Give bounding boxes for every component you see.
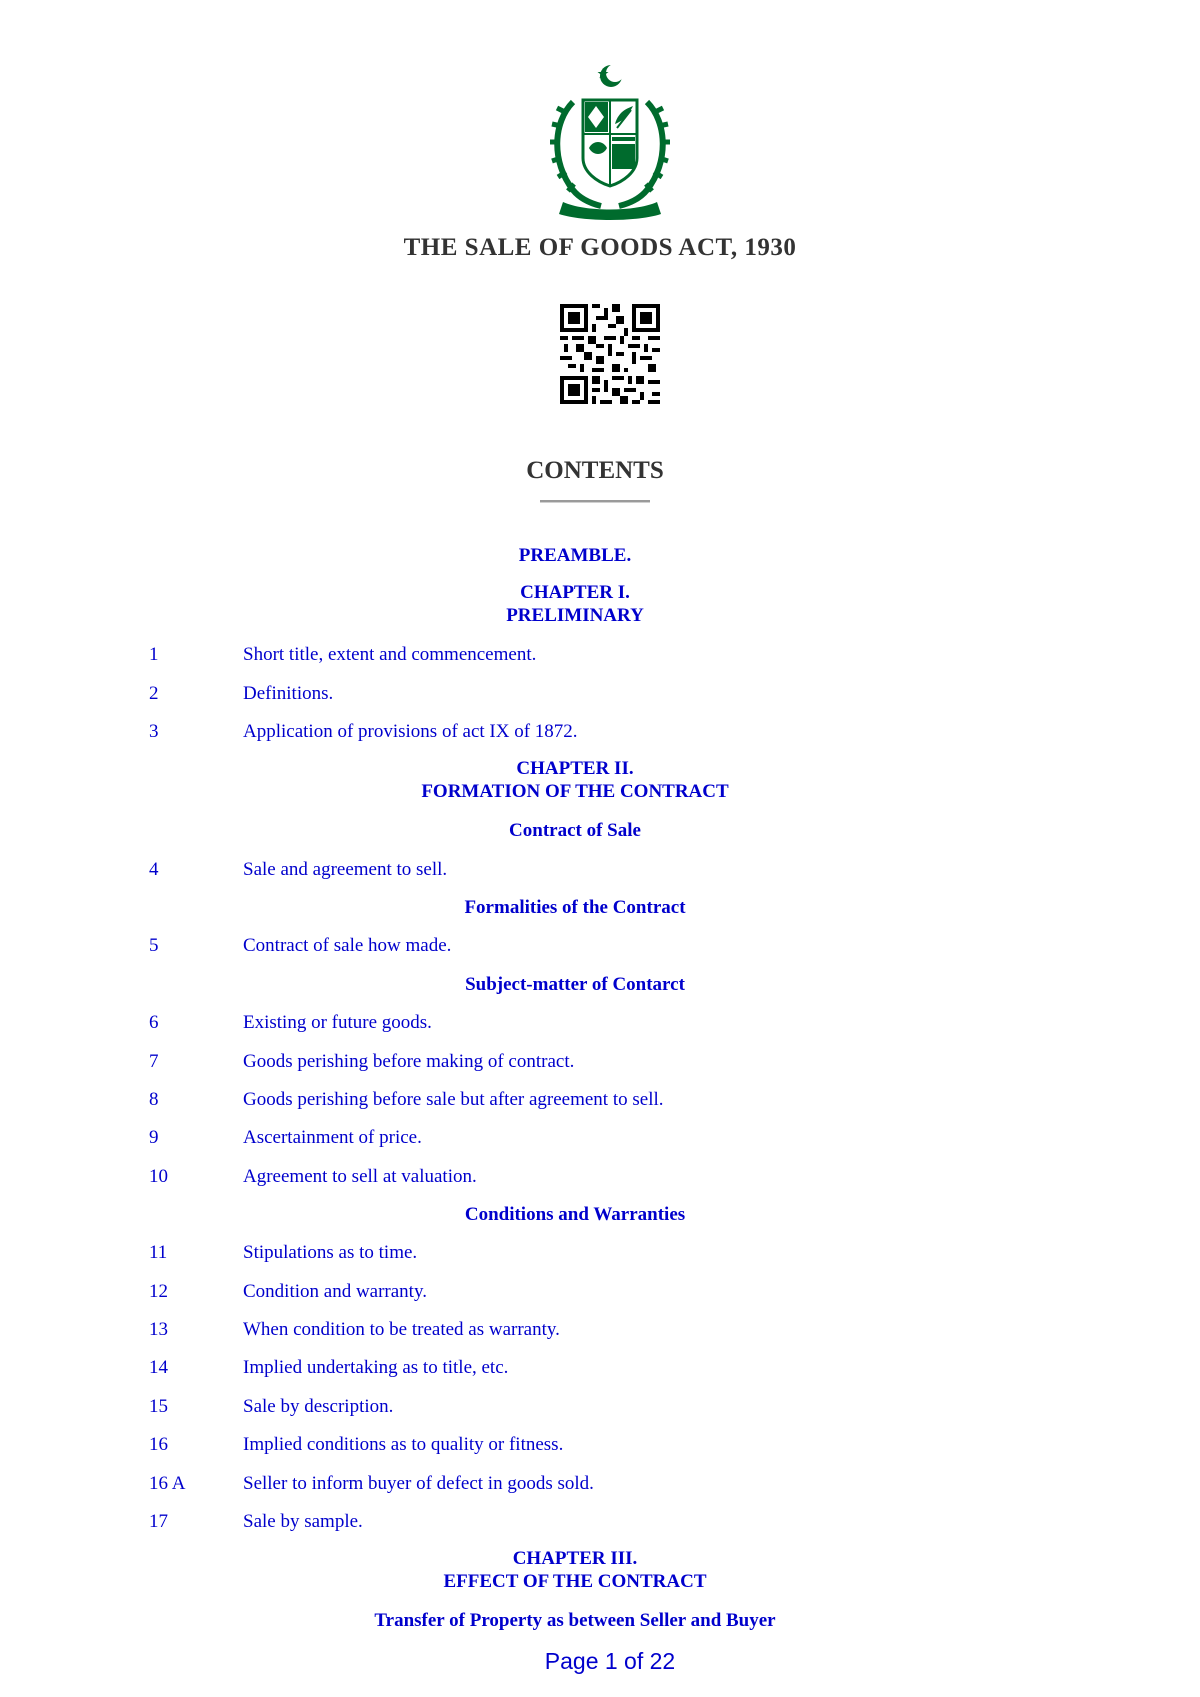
chapter-3-number[interactable]: CHAPTER III.: [512, 1548, 638, 1569]
section-number: 8: [149, 1089, 159, 1110]
chapter-1-title[interactable]: PRELIMINARY: [506, 605, 644, 626]
page-number: Page 1 of 22: [544, 1648, 676, 1674]
subheading-contract-of-sale[interactable]: Contract of Sale: [509, 820, 641, 841]
chapter-2-title[interactable]: FORMATION OF THE CONTRACT: [421, 781, 729, 802]
chapter-3-title[interactable]: EFFECT OF THE CONTRACT: [443, 1571, 707, 1592]
section-title-link[interactable]: When condition to be treated as warranty.: [243, 1319, 560, 1340]
section-title-link[interactable]: Definitions.: [243, 683, 334, 704]
contents-title: CONTENTS: [526, 457, 664, 484]
section-title-link[interactable]: Short title, extent and commencement.: [243, 644, 537, 665]
section-title-link[interactable]: Ascertainment of price.: [243, 1127, 422, 1148]
subheading-formalities[interactable]: Formalities of the Contract: [464, 897, 686, 918]
section-title-link[interactable]: Sale and agreement to sell.: [243, 859, 448, 880]
section-number: 2: [149, 683, 159, 704]
section-number: 1: [149, 644, 159, 665]
section-number: 16 A: [149, 1473, 186, 1494]
section-number: 16: [149, 1434, 168, 1455]
section-number: 6: [149, 1012, 159, 1033]
section-number: 17: [149, 1511, 168, 1532]
section-title-link[interactable]: Condition and warranty.: [243, 1281, 427, 1302]
section-title-link[interactable]: Implied undertaking as to title, etc.: [243, 1357, 509, 1378]
section-number: 10: [149, 1166, 168, 1187]
section-number: 11: [149, 1242, 168, 1263]
section-number: 3: [149, 721, 159, 742]
section-title-link[interactable]: Seller to inform buyer of defect in goods sold.: [243, 1473, 594, 1494]
chapter-2-number[interactable]: CHAPTER II.: [516, 758, 634, 779]
section-number: 13: [149, 1319, 168, 1340]
section-title-link[interactable]: Sale by description.: [243, 1396, 394, 1417]
section-title-link[interactable]: Agreement to sell at valuation.: [243, 1166, 477, 1187]
subheading-conditions-warranties[interactable]: Conditions and Warranties: [464, 1204, 686, 1225]
act-title: THE SALE OF GOODS ACT, 1930: [403, 234, 797, 261]
section-number: 15: [149, 1396, 168, 1417]
toc-preamble-link[interactable]: PREAMBLE.: [518, 545, 632, 566]
subheading-subject-matter[interactable]: Subject-matter of Contarct: [465, 974, 685, 995]
section-title-link[interactable]: Stipulations as to time.: [243, 1242, 418, 1263]
chapter-1-number[interactable]: CHAPTER I.: [520, 582, 630, 603]
section-title-link[interactable]: Application of provisions of act IX of 1872.: [243, 721, 578, 742]
contents-divider: [540, 500, 650, 503]
section-number: 5: [149, 935, 159, 956]
section-title-link[interactable]: Sale by sample.: [243, 1511, 363, 1532]
section-number: 7: [149, 1051, 159, 1072]
section-title-link[interactable]: Existing or future goods.: [243, 1012, 432, 1033]
section-number: 4: [149, 859, 159, 880]
state-emblem-icon: [545, 62, 675, 222]
section-title-link[interactable]: Implied conditions as to quality or fitness.: [243, 1434, 564, 1455]
section-title-link[interactable]: Goods perishing before sale but after agreement to sell.: [243, 1089, 664, 1110]
section-title-link[interactable]: Contract of sale how made.: [243, 935, 452, 956]
subheading-transfer-of-property[interactable]: Transfer of Property as between Seller and Buyer: [374, 1610, 776, 1631]
section-number: 9: [149, 1127, 159, 1148]
section-title-link[interactable]: Goods perishing before making of contract.: [243, 1051, 575, 1072]
qr-code-icon: [560, 304, 660, 404]
section-number: 12: [149, 1281, 168, 1302]
section-number: 14: [149, 1357, 168, 1378]
